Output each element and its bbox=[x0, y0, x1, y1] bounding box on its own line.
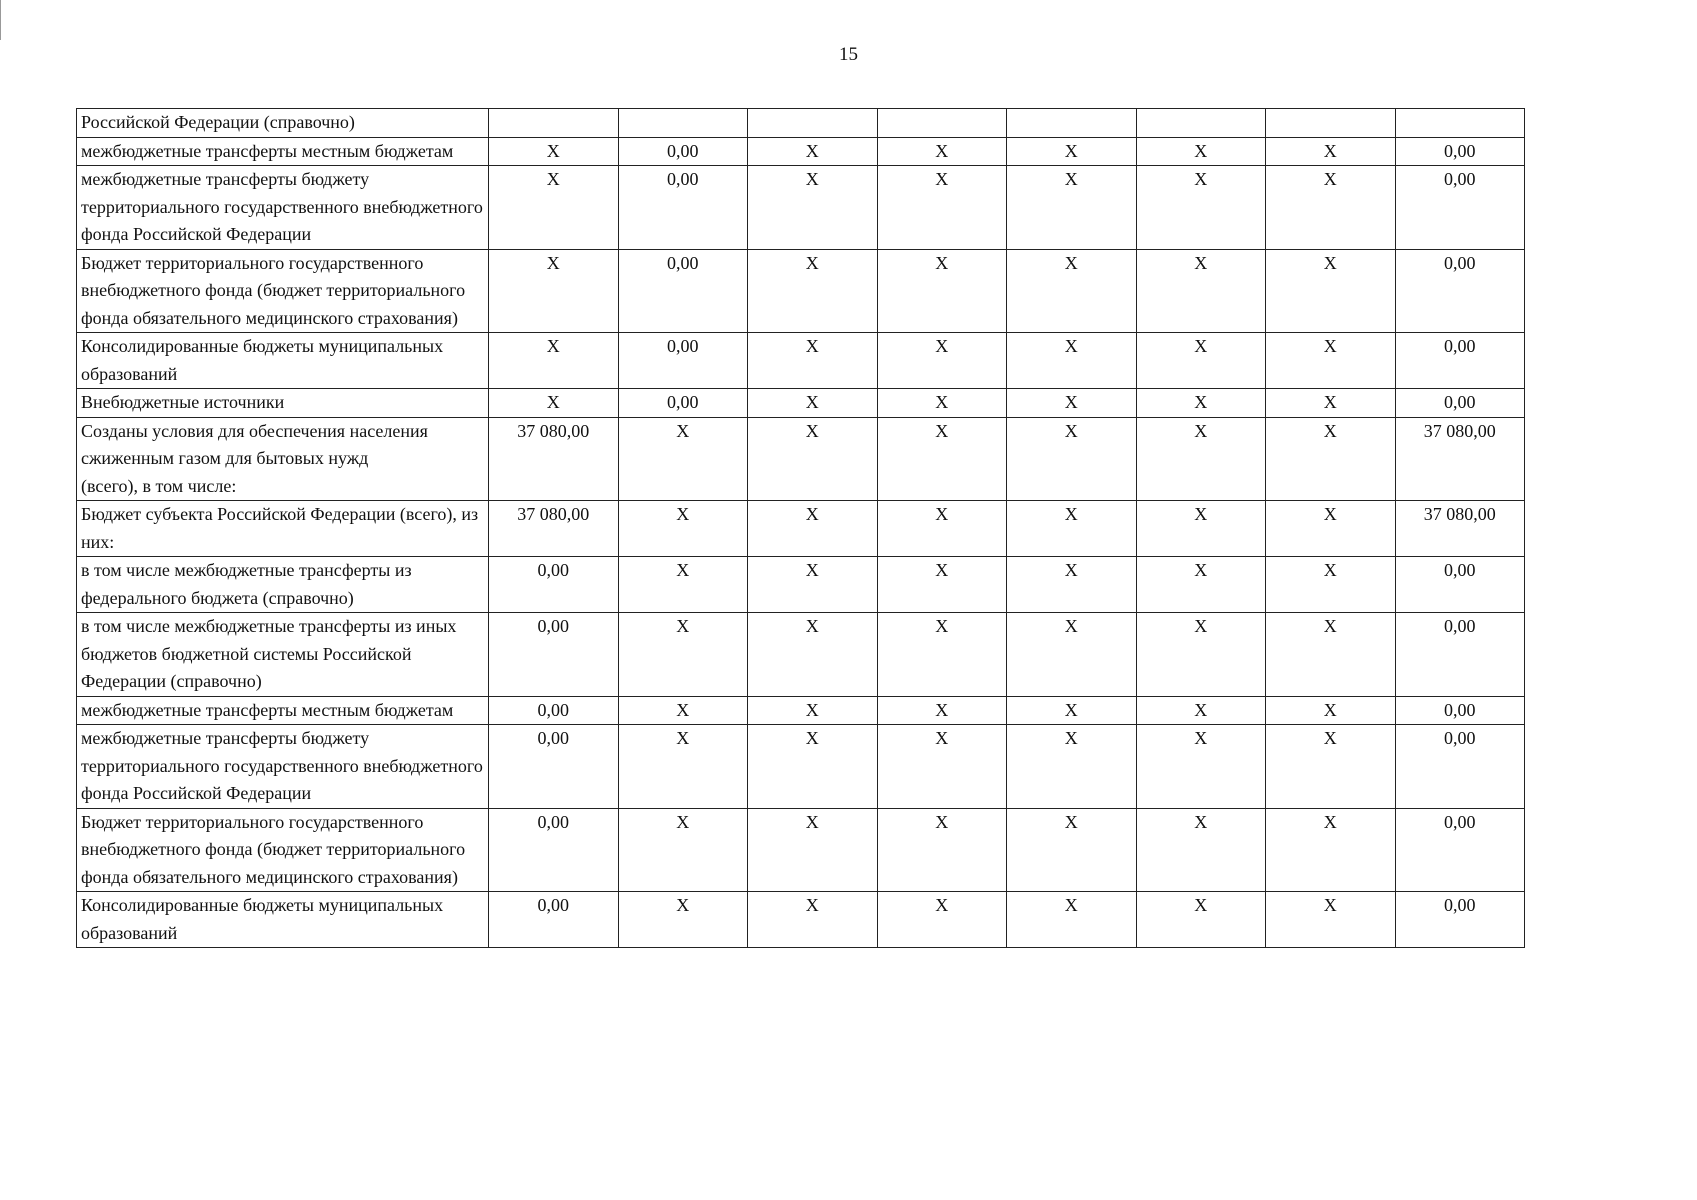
value-cell: 37 080,00 bbox=[489, 417, 619, 501]
value-cell: X bbox=[877, 808, 1007, 892]
table-row bbox=[77, 725, 1525, 809]
value-cell: X bbox=[618, 725, 748, 809]
value-cell: X bbox=[748, 166, 878, 250]
value-cell: 0,00 bbox=[489, 808, 619, 892]
row-label: в том числе межбюджетные трансферты из иных бюджетов бюджетной системы Российской Федерации (справочно) bbox=[77, 613, 489, 697]
value-cell bbox=[1007, 109, 1137, 138]
scan-edge-mark bbox=[0, 0, 4, 40]
value-cell: X bbox=[877, 166, 1007, 250]
value-cell: X bbox=[877, 696, 1007, 725]
value-cell: X bbox=[1266, 249, 1396, 333]
value-cell: X bbox=[877, 417, 1007, 501]
total-cell: 0,00 bbox=[1395, 166, 1525, 250]
value-cell: X bbox=[1136, 557, 1266, 613]
row-label: межбюджетные трансферты местным бюджетам bbox=[77, 696, 489, 725]
value-cell: X bbox=[877, 249, 1007, 333]
value-cell: X bbox=[877, 725, 1007, 809]
value-cell: X bbox=[748, 557, 878, 613]
total-cell: 0,00 bbox=[1395, 892, 1525, 948]
value-cell: 0,00 bbox=[489, 696, 619, 725]
value-cell bbox=[489, 109, 619, 138]
value-cell: X bbox=[1007, 892, 1137, 948]
value-cell: X bbox=[618, 501, 748, 557]
value-cell: X bbox=[1266, 166, 1396, 250]
value-cell: X bbox=[877, 501, 1007, 557]
total-cell: 0,00 bbox=[1395, 389, 1525, 418]
table-row bbox=[77, 249, 1525, 333]
value-cell: X bbox=[748, 892, 878, 948]
value-cell: 0,00 bbox=[489, 892, 619, 948]
value-cell: X bbox=[1007, 501, 1137, 557]
row-label: Российской Федерации (справочно) bbox=[77, 109, 489, 138]
value-cell: 0,00 bbox=[618, 333, 748, 389]
value-cell: X bbox=[1136, 725, 1266, 809]
table-row bbox=[77, 892, 1525, 948]
value-cell: X bbox=[1007, 613, 1137, 697]
total-cell: 0,00 bbox=[1395, 613, 1525, 697]
value-cell: X bbox=[1266, 389, 1396, 418]
value-cell: 0,00 bbox=[489, 557, 619, 613]
value-cell: X bbox=[489, 333, 619, 389]
total-cell: 0,00 bbox=[1395, 808, 1525, 892]
value-cell: X bbox=[1136, 613, 1266, 697]
value-cell: X bbox=[877, 892, 1007, 948]
value-cell: X bbox=[618, 892, 748, 948]
value-cell: X bbox=[748, 696, 878, 725]
value-cell: X bbox=[748, 137, 878, 166]
value-cell: X bbox=[1136, 333, 1266, 389]
value-cell: X bbox=[1136, 501, 1266, 557]
row-label: Консолидированные бюджеты муниципальных образований bbox=[77, 333, 489, 389]
value-cell: X bbox=[1007, 557, 1137, 613]
value-cell: X bbox=[1136, 137, 1266, 166]
value-cell: X bbox=[1136, 696, 1266, 725]
value-cell: 0,00 bbox=[489, 725, 619, 809]
value-cell: X bbox=[618, 696, 748, 725]
value-cell: X bbox=[748, 613, 878, 697]
row-label: Внебюджетные источники bbox=[77, 389, 489, 418]
value-cell: X bbox=[748, 725, 878, 809]
table-row bbox=[77, 333, 1525, 389]
value-cell: X bbox=[618, 557, 748, 613]
budget-table bbox=[76, 108, 1525, 948]
value-cell: X bbox=[1136, 166, 1266, 250]
page-number: 15 bbox=[839, 44, 858, 65]
value-cell: X bbox=[877, 137, 1007, 166]
value-cell: X bbox=[1007, 725, 1137, 809]
total-cell: 37 080,00 bbox=[1395, 417, 1525, 501]
table-row bbox=[77, 696, 1525, 725]
total-cell: 0,00 bbox=[1395, 557, 1525, 613]
row-label: межбюджетные трансферты бюджету территориального государственного внебюджетного фонда Российской Федерации bbox=[77, 725, 489, 809]
value-cell bbox=[877, 109, 1007, 138]
row-label: Бюджет субъекта Российской Федерации (всего), из них: bbox=[77, 501, 489, 557]
value-cell: 0,00 bbox=[618, 137, 748, 166]
table-row bbox=[77, 166, 1525, 250]
value-cell: 0,00 bbox=[618, 389, 748, 418]
value-cell: X bbox=[489, 166, 619, 250]
value-cell: X bbox=[1266, 696, 1396, 725]
row-label: межбюджетные трансферты бюджету территориального государственного внебюджетного фонда Российской Федерации bbox=[77, 166, 489, 250]
value-cell: X bbox=[877, 333, 1007, 389]
value-cell bbox=[748, 109, 878, 138]
value-cell: X bbox=[748, 389, 878, 418]
value-cell: 0,00 bbox=[618, 249, 748, 333]
value-cell: X bbox=[1007, 808, 1137, 892]
total-cell: 0,00 bbox=[1395, 249, 1525, 333]
value-cell: X bbox=[1266, 725, 1396, 809]
value-cell: X bbox=[1007, 249, 1137, 333]
total-cell: 37 080,00 bbox=[1395, 501, 1525, 557]
value-cell: X bbox=[489, 137, 619, 166]
table-row bbox=[77, 137, 1525, 166]
value-cell: X bbox=[1007, 696, 1137, 725]
value-cell: X bbox=[1266, 417, 1396, 501]
value-cell: X bbox=[1136, 417, 1266, 501]
value-cell: X bbox=[1266, 501, 1396, 557]
value-cell bbox=[1136, 109, 1266, 138]
value-cell: X bbox=[489, 389, 619, 418]
table-row bbox=[77, 389, 1525, 418]
value-cell: X bbox=[618, 613, 748, 697]
value-cell: 37 080,00 bbox=[489, 501, 619, 557]
value-cell: X bbox=[877, 613, 1007, 697]
value-cell: X bbox=[1136, 389, 1266, 418]
value-cell: X bbox=[748, 417, 878, 501]
table-row bbox=[77, 808, 1525, 892]
total-cell: 0,00 bbox=[1395, 696, 1525, 725]
value-cell bbox=[618, 109, 748, 138]
value-cell: X bbox=[489, 249, 619, 333]
value-cell: X bbox=[748, 333, 878, 389]
table-row bbox=[77, 501, 1525, 557]
total-cell: 0,00 bbox=[1395, 137, 1525, 166]
row-label: Бюджет территориального государственного внебюджетного фонда (бюджет территориального фонда обязательного медицинского страхования) bbox=[77, 808, 489, 892]
value-cell: X bbox=[618, 417, 748, 501]
value-cell: X bbox=[1266, 333, 1396, 389]
row-label: в том числе межбюджетные трансферты из федерального бюджета (справочно) bbox=[77, 557, 489, 613]
total-cell: 0,00 bbox=[1395, 333, 1525, 389]
value-cell: X bbox=[1266, 137, 1396, 166]
value-cell: X bbox=[1136, 249, 1266, 333]
value-cell: 0,00 bbox=[618, 166, 748, 250]
table-body bbox=[77, 109, 1525, 948]
value-cell: X bbox=[877, 389, 1007, 418]
value-cell bbox=[1266, 109, 1396, 138]
row-label: межбюджетные трансферты местным бюджетам bbox=[77, 137, 489, 166]
total-cell: 0,00 bbox=[1395, 725, 1525, 809]
value-cell: X bbox=[1266, 557, 1396, 613]
table-row bbox=[77, 613, 1525, 697]
value-cell: X bbox=[1007, 333, 1137, 389]
value-cell: X bbox=[618, 808, 748, 892]
value-cell: X bbox=[748, 808, 878, 892]
value-cell: X bbox=[1266, 808, 1396, 892]
value-cell: X bbox=[1266, 892, 1396, 948]
value-cell: X bbox=[748, 249, 878, 333]
value-cell: X bbox=[877, 557, 1007, 613]
row-label: Консолидированные бюджеты муниципальных образований bbox=[77, 892, 489, 948]
table-row bbox=[77, 109, 1525, 138]
total-cell bbox=[1395, 109, 1525, 138]
value-cell: X bbox=[1007, 166, 1137, 250]
table-row bbox=[77, 557, 1525, 613]
value-cell: X bbox=[1266, 613, 1396, 697]
value-cell: 0,00 bbox=[489, 613, 619, 697]
row-label: Созданы условия для обеспечения населения сжиженным газом для бытовых нужд (всего), в том числе: bbox=[77, 417, 489, 501]
value-cell: X bbox=[1136, 892, 1266, 948]
value-cell: X bbox=[748, 501, 878, 557]
value-cell: X bbox=[1007, 137, 1137, 166]
value-cell: X bbox=[1007, 389, 1137, 418]
row-label: Бюджет территориального государственного внебюджетного фонда (бюджет территориального фонда обязательного медицинского страхования) bbox=[77, 249, 489, 333]
table-row bbox=[77, 417, 1525, 501]
value-cell: X bbox=[1007, 417, 1137, 501]
value-cell: X bbox=[1136, 808, 1266, 892]
